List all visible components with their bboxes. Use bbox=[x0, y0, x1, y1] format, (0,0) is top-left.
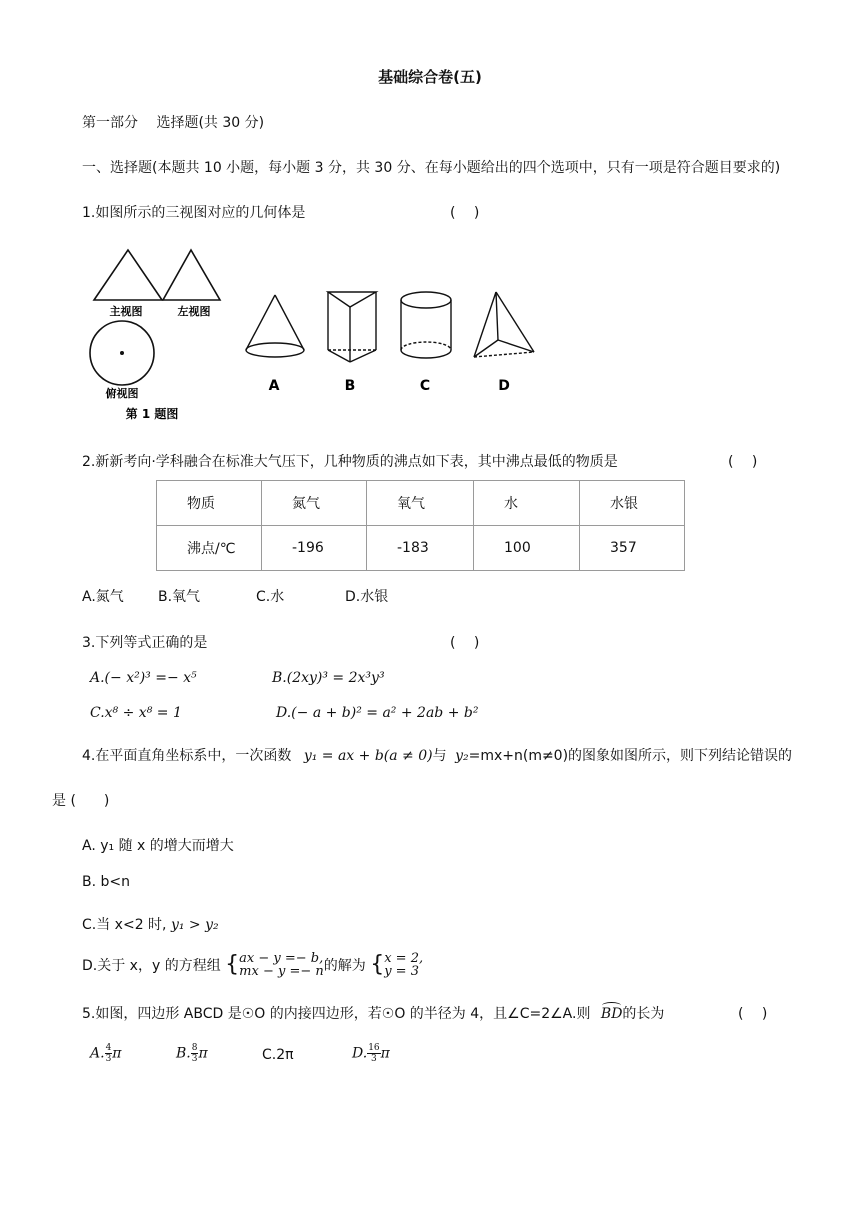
left-brace-icon: { bbox=[370, 952, 385, 977]
q4-stem-line1 bbox=[82, 745, 792, 765]
numerator: 8 bbox=[191, 1043, 198, 1053]
q4-stem-prefix: 4.在平面直角坐标系中，一次函数 bbox=[82, 748, 292, 764]
q5-stem-prefix: 5.如图，四边形 ABCD 是☉O 的内接四边形，若☉O 的半径为 4，且∠C=2∠A.则 bbox=[82, 1006, 591, 1022]
front-view-triangle bbox=[94, 250, 162, 300]
part-heading: 第一部分 选择题(共 30 分) bbox=[82, 115, 265, 131]
q4-stem-mid: 与 bbox=[432, 748, 447, 764]
q2-option-d: D.水银 bbox=[345, 589, 389, 605]
pi-symbol: π bbox=[380, 1045, 390, 1062]
q4-option-c-text: C.当 x<2 时, bbox=[82, 917, 171, 933]
solution-line-2: y = 3 bbox=[384, 964, 419, 979]
left-brace-icon: { bbox=[225, 952, 240, 977]
q5-option-d bbox=[352, 1043, 390, 1064]
table-cell: 100 bbox=[474, 526, 580, 571]
q4-option-b: B. b<n bbox=[82, 874, 130, 890]
denominator: 3 bbox=[105, 1054, 112, 1064]
q5-option-c: C.2π bbox=[262, 1047, 294, 1063]
option-letter: A. bbox=[90, 1045, 105, 1062]
option-d-label: D bbox=[498, 378, 510, 394]
option-b-label: B bbox=[344, 378, 356, 394]
left-view-label: 左视图 bbox=[177, 305, 211, 318]
option-c-label: C bbox=[419, 378, 431, 394]
numerator: 4 bbox=[105, 1043, 112, 1053]
q2-option-b: B.氧气 bbox=[158, 589, 201, 605]
left-view-triangle bbox=[163, 250, 220, 300]
q3-option-a: A.(− x²)³ =− x⁵ bbox=[90, 670, 197, 686]
q1-stem: 1.如图所示的三视图对应的几何体是 bbox=[82, 205, 306, 221]
table-cell: 水 bbox=[474, 481, 580, 526]
section-heading: 一、选择题(本题共 10 小题，每小题 3 分，共 30 分、在每小题给出的四个选项中，只有一项是符合题目要求的) bbox=[82, 160, 781, 176]
option-letter: B. bbox=[176, 1045, 191, 1062]
top-view-label: 俯视图 bbox=[105, 387, 139, 400]
solid-d-pyramid bbox=[474, 292, 534, 357]
q4-option-d-text: D.关于 x，y 的方程组 bbox=[82, 958, 221, 974]
solution-line-1: x = 2, bbox=[384, 951, 424, 966]
boiling-point-table bbox=[156, 480, 685, 571]
q5-stem bbox=[82, 1003, 664, 1023]
q2-stem: 2.新新考向·学科融合在标准大气压下，几种物质的沸点如下表，其中沸点最低的物质是 bbox=[82, 454, 618, 470]
q3-answer-bracket: ( ) bbox=[450, 635, 480, 651]
q3-stem: 3.下列等式正确的是 bbox=[82, 635, 208, 651]
top-view-center-dot bbox=[120, 351, 124, 355]
q3-option-c: C.x⁸ ÷ x⁸ = 1 bbox=[90, 705, 182, 721]
front-view-label: 主视图 bbox=[109, 305, 143, 318]
q5-option-a bbox=[90, 1043, 122, 1064]
q3-option-b: B.(2xy)³ = 2x³y³ bbox=[272, 670, 385, 686]
denominator: 3 bbox=[371, 1054, 377, 1064]
page-title: 基础综合卷(五) bbox=[378, 68, 482, 86]
q4-equation-system bbox=[239, 952, 324, 978]
q3-option-d: D.(− a + b)² = a² + 2ab + b² bbox=[276, 705, 479, 721]
pi-symbol: π bbox=[112, 1045, 122, 1062]
table-cell: -183 bbox=[367, 526, 474, 571]
table-row bbox=[157, 481, 685, 526]
q4-option-c-math: y₁ > y₂ bbox=[170, 917, 219, 933]
option-letter: D. bbox=[352, 1045, 368, 1062]
q1-answer-bracket: ( ) bbox=[450, 205, 480, 221]
arc-bd-label: BD bbox=[600, 1006, 623, 1022]
option-a-label: A bbox=[268, 378, 280, 394]
q4-stem-line2: 是 ( ) bbox=[52, 793, 110, 809]
equation-line-2: mx − y =− n bbox=[239, 964, 324, 979]
table-cell: 物质 bbox=[157, 481, 262, 526]
numerator: 16 bbox=[368, 1043, 380, 1053]
figure-caption: 第 1 题图 bbox=[125, 407, 179, 421]
q5-option-b bbox=[176, 1043, 208, 1064]
fraction bbox=[367, 1043, 380, 1064]
q2-option-a: A.氮气 bbox=[82, 589, 124, 605]
solid-c-cylinder bbox=[401, 292, 451, 358]
table-cell: 沸点/℃ bbox=[157, 526, 262, 571]
solid-b-prism bbox=[328, 292, 376, 362]
q4-y2-variable: y₂ bbox=[455, 748, 469, 764]
pi-symbol: π bbox=[198, 1045, 208, 1062]
table-cell: 水银 bbox=[580, 481, 685, 526]
q5-answer-bracket: ( ) bbox=[738, 1006, 768, 1022]
q4-option-d bbox=[82, 952, 423, 978]
q4-option-a: A. y₁ 随 x 的增大而增大 bbox=[82, 838, 234, 854]
q4-option-c bbox=[82, 914, 219, 934]
q4-option-d-mid: 的解为 bbox=[323, 958, 366, 974]
q5-stem-suffix: 的长为 bbox=[622, 1006, 665, 1022]
denominator: 3 bbox=[191, 1054, 198, 1064]
equation-line-1: ax − y =− b, bbox=[239, 951, 324, 966]
table-cell: -196 bbox=[262, 526, 367, 571]
q2-answer-bracket: ( ) bbox=[728, 454, 758, 470]
table-cell: 氮气 bbox=[262, 481, 367, 526]
q2-option-c: C.水 bbox=[256, 589, 285, 605]
q4-stem-suffix: =mx+n(m≠0)的图象如图所示，则下列结论错误的 bbox=[468, 748, 793, 764]
table-cell: 氧气 bbox=[367, 481, 474, 526]
solid-a-cone bbox=[246, 295, 304, 357]
q1-figure bbox=[80, 240, 550, 425]
table-cell: 357 bbox=[580, 526, 685, 571]
table-row bbox=[157, 526, 685, 571]
q4-solution-system bbox=[384, 952, 423, 978]
q4-y1-expression: y₁ = ax + b(a ≠ 0) bbox=[303, 748, 433, 764]
